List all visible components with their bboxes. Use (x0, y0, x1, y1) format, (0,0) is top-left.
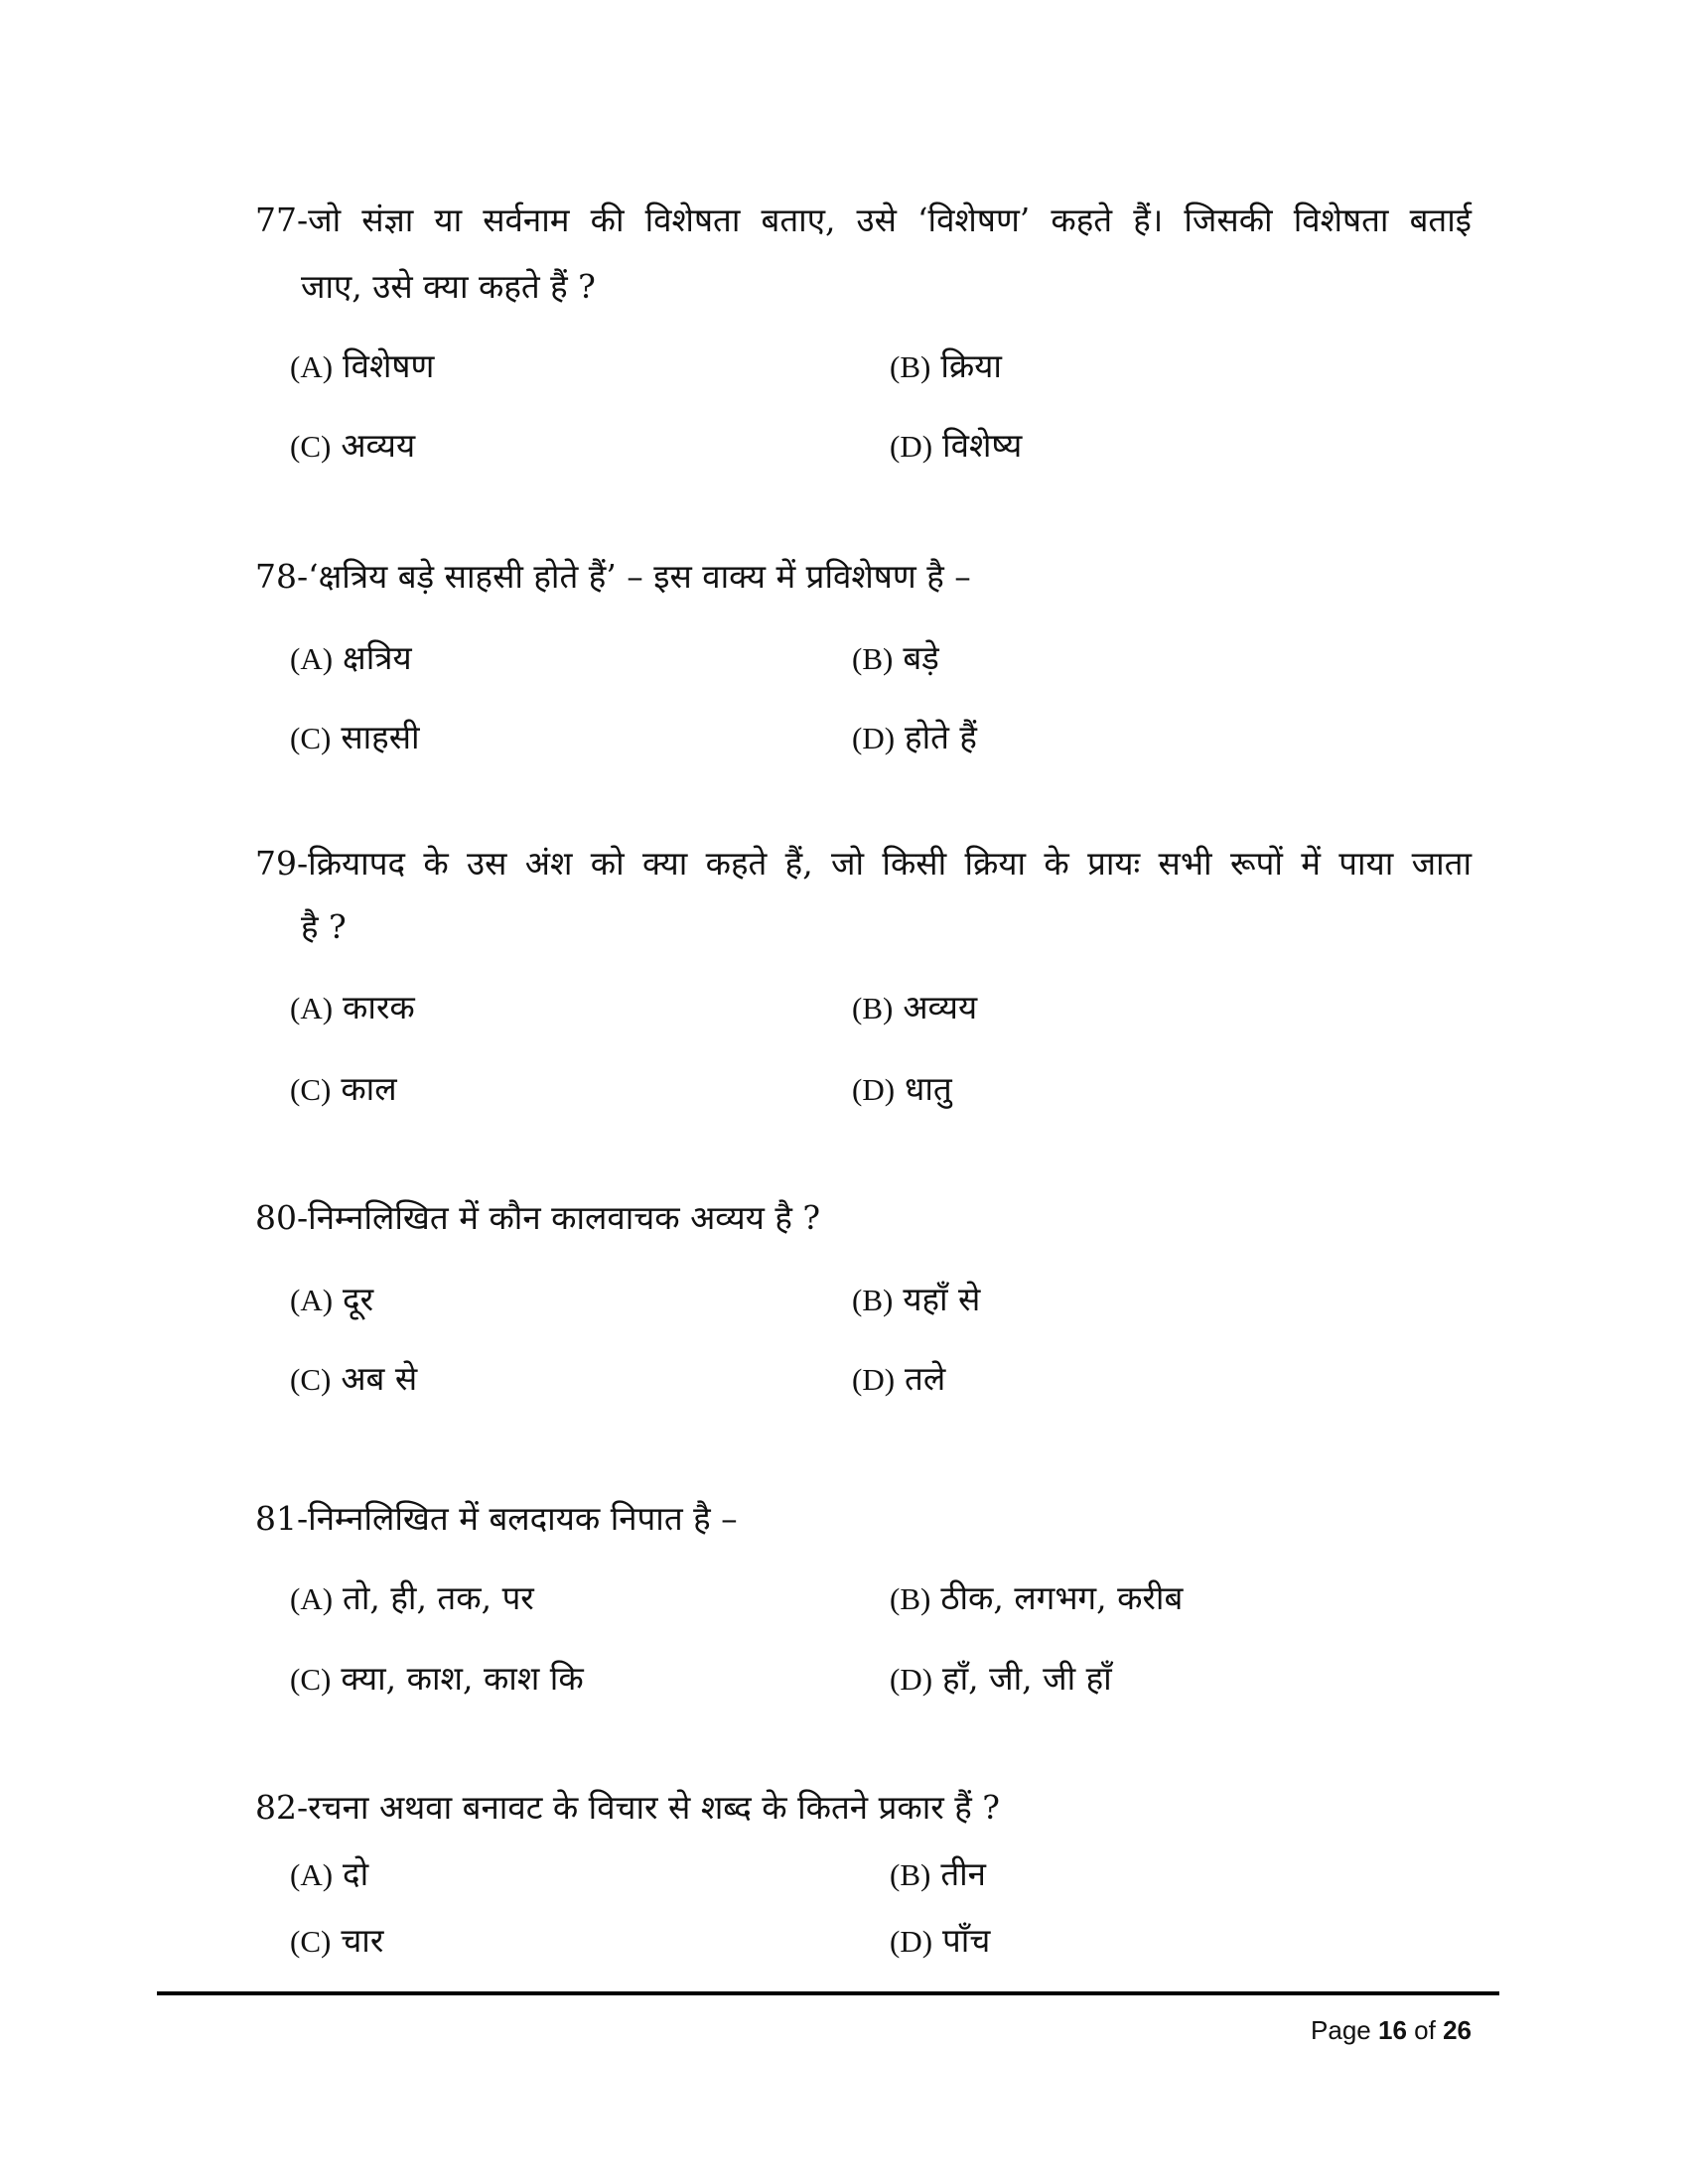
option-label: (A) (290, 1857, 334, 1892)
question-text-line: ‘क्षत्रिय बड़े साहसी होते हैं’ – इस वाक्य में प्रविशेषण है – (308, 557, 971, 596)
option-text: दूर (343, 1280, 374, 1318)
q80-option-c[interactable] (290, 1359, 417, 1400)
q81-option-d[interactable] (890, 1659, 1112, 1700)
current-page: 16 (1378, 2015, 1407, 2045)
option-label: (D) (890, 1924, 933, 1959)
question-number: 81- (255, 1499, 309, 1538)
option-text: क्या, काश, काश कि (341, 1659, 584, 1698)
total-pages: 26 (1443, 2015, 1472, 2045)
option-text: विशेष्य (942, 426, 1023, 465)
question-number: 80- (255, 1198, 309, 1237)
question-text-line: क्रियापद के उस अंश को क्या कहते हैं, जो किसी क्रिया के प्रायः सभी रूपों में पाया जाता (308, 844, 1472, 883)
question-number: 82- (255, 1788, 309, 1827)
q78-option-a[interactable] (290, 638, 412, 679)
option-label: (C) (290, 1662, 332, 1697)
q78-option-b[interactable] (852, 638, 939, 679)
q82-option-b[interactable] (890, 1854, 986, 1895)
option-label: (C) (290, 1924, 332, 1959)
option-label: (C) (290, 429, 332, 464)
question-number: 78- (255, 557, 309, 596)
option-text: पाँच (942, 1921, 991, 1960)
question-77-text (255, 201, 1472, 240)
option-text: यहाँ से (903, 1280, 981, 1318)
q82-option-d[interactable] (890, 1921, 990, 1962)
option-text: अव्यय (341, 426, 416, 465)
option-label: (B) (890, 349, 931, 384)
q79-option-a[interactable] (290, 988, 415, 1028)
q77-option-a[interactable] (290, 346, 434, 387)
q77-option-b[interactable] (890, 346, 1002, 387)
question-text-line: रचना अथवा बनावट के विचार से शब्द के कितने प्रकार हैं ? (308, 1788, 1000, 1827)
question-77-text-cont: जाए, उसे क्या कहते हैं ? (301, 267, 596, 306)
option-text: कारक (343, 988, 415, 1026)
question-79-text-cont: है ? (301, 907, 347, 946)
q82-option-c[interactable] (290, 1921, 383, 1962)
option-label: (B) (852, 641, 894, 676)
q79-option-b[interactable] (852, 988, 977, 1028)
q81-option-b[interactable] (890, 1578, 1183, 1619)
option-text: हाँ, जी, जी हाँ (942, 1659, 1112, 1698)
q80-option-d[interactable] (852, 1359, 945, 1400)
option-text: तले (905, 1359, 946, 1398)
q80-option-a[interactable] (290, 1280, 373, 1320)
option-label: (A) (290, 641, 334, 676)
option-label: (A) (290, 1581, 334, 1616)
option-text: तो, ही, तक, पर (343, 1578, 534, 1617)
option-label: (C) (290, 1072, 332, 1107)
question-78-text (255, 557, 971, 597)
question-number: 79- (255, 844, 309, 883)
option-label: (D) (852, 1362, 896, 1397)
option-text: बड़े (903, 638, 939, 677)
option-label: (D) (890, 429, 933, 464)
option-label: (A) (290, 1283, 334, 1317)
q79-option-c[interactable] (290, 1069, 397, 1110)
q81-option-a[interactable] (290, 1578, 534, 1619)
footer-divider (157, 1991, 1499, 1995)
q81-option-c[interactable] (290, 1659, 584, 1700)
option-label: (B) (852, 1283, 894, 1317)
option-text: क्रिया (940, 346, 1002, 385)
option-text: साहसी (341, 718, 420, 756)
page-number (1311, 2015, 1472, 2046)
q78-option-c[interactable] (290, 718, 420, 758)
q77-option-d[interactable] (890, 426, 1022, 467)
option-text: अव्यय (903, 988, 978, 1026)
q80-option-b[interactable] (852, 1280, 980, 1320)
question-81-text (255, 1499, 738, 1539)
option-label: (B) (890, 1857, 931, 1892)
question-80-text (255, 1198, 820, 1238)
option-label: (C) (290, 1362, 332, 1397)
option-text: होते हैं (905, 718, 977, 756)
option-label: (B) (852, 991, 894, 1025)
option-label: (A) (290, 991, 334, 1025)
option-text: तीन (940, 1854, 987, 1893)
question-text-line: निम्नलिखित में बलदायक निपात है – (308, 1499, 738, 1538)
q79-option-d[interactable] (852, 1069, 952, 1110)
question-text-line: जो संज्ञा या सर्वनाम की विशेषता बताए, उसे ‘विशेषण’ कहते हैं। जिसकी विशेषता बताई (308, 201, 1472, 239)
option-label: (D) (852, 1072, 896, 1107)
option-text: काल (341, 1069, 397, 1108)
question-text-line: निम्नलिखित में कौन कालवाचक अव्यय है ? (308, 1198, 821, 1237)
option-text: विशेषण (343, 346, 435, 385)
option-label: (D) (852, 721, 896, 755)
page-prefix: Page (1311, 2015, 1371, 2045)
q82-option-a[interactable] (290, 1854, 368, 1895)
q77-option-c[interactable] (290, 426, 415, 467)
option-text: अब से (341, 1359, 418, 1398)
option-text: दो (343, 1854, 369, 1893)
q78-option-d[interactable] (852, 718, 977, 758)
option-text: क्षत्रिय (343, 638, 412, 677)
option-label: (C) (290, 721, 332, 755)
question-number: 77- (255, 201, 309, 239)
question-79-text (255, 844, 1472, 884)
option-text: धातु (905, 1069, 952, 1108)
option-label: (A) (290, 349, 334, 384)
option-text: चार (341, 1921, 384, 1960)
option-label: (B) (890, 1581, 931, 1616)
option-label: (D) (890, 1662, 933, 1697)
question-82-text (255, 1788, 1000, 1828)
page-of: of (1414, 2015, 1436, 2045)
option-text: ठीक, लगभग, करीब (940, 1578, 1184, 1617)
